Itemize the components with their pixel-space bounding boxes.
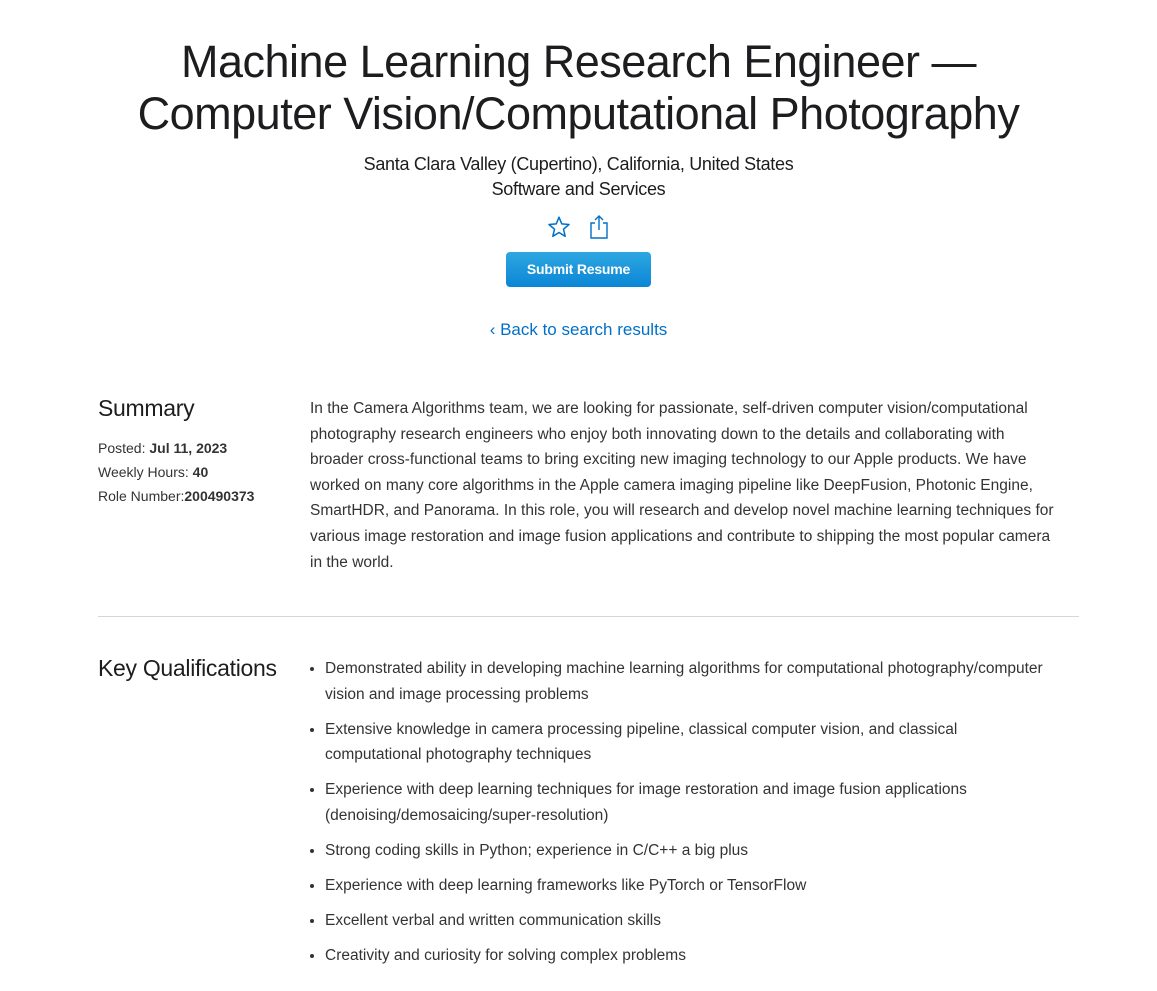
- posted-date: Jul 11, 2023: [149, 440, 228, 456]
- list-item: • Strong coding skills in Python; experience in C/C++ a big plus: [325, 838, 1045, 864]
- list-item: • Demonstrated ability in developing machine learning algorithms for computational photography/computer vision and image processing problems: [325, 656, 1045, 707]
- section-divider: [98, 616, 1079, 617]
- posted-label: Posted:: [98, 440, 146, 456]
- action-icons: [0, 214, 1157, 240]
- qualifications-list: [306, 656, 1045, 978]
- share-icon[interactable]: [586, 214, 612, 240]
- back-to-results-link[interactable]: ‹ Back to search results: [489, 320, 668, 339]
- list-item: • Excellent verbal and written communication skills: [325, 908, 1045, 934]
- job-header: [0, 0, 1157, 341]
- list-item: • Creativity and curiosity for solving complex problems: [325, 943, 1045, 969]
- submit-resume-button[interactable]: Submit Resume: [506, 252, 651, 287]
- summary-text: In the Camera Algorithms team, we are looking for passionate, self-driven computer vision/computational photography research engineers who enjoy both innovating down to the details and collaborating with broader cross-functional teams to bring exciting new imaging technology to our Apple products. We have worked on many core algorithms in the Apple camera imaging pipeline like DeepFusion, Photonic Engine, SmartHDR, and Panorama. In this role, you will research and develop novel machine learning techniques for various image restoration and image fusion applications and contribute to shipping the most popular camera in the world.: [310, 400, 1054, 571]
- hours-label: Weekly Hours:: [98, 464, 189, 480]
- job-location: Santa Clara Valley (Cupertino), California, United States: [363, 154, 794, 174]
- list-item: • Experience with deep learning techniques for image restoration and image fusion applications (denoising/demosaicing/super-resolution): [325, 777, 1045, 828]
- list-item: • Extensive knowledge in camera processing pipeline, classical computer vision, and classical computational photography techniques: [325, 717, 1045, 768]
- star-icon[interactable]: [546, 214, 572, 240]
- role-label: Role Number:: [98, 488, 185, 504]
- list-item: • Experience with deep learning frameworks like PyTorch or TensorFlow: [325, 873, 1045, 899]
- summary-heading: Summary: [98, 395, 195, 421]
- hours-value: 40: [192, 464, 209, 480]
- summary-section: [98, 392, 1079, 571]
- qualifications-section: [98, 652, 1079, 965]
- page-title: Machine Learning Research Engineer — Computer Vision/Computational Photography: [137, 36, 1020, 139]
- job-team: Software and Services: [491, 179, 666, 199]
- role-number: 200490373: [184, 488, 255, 504]
- qualifications-heading: Key Qualifications: [98, 655, 277, 681]
